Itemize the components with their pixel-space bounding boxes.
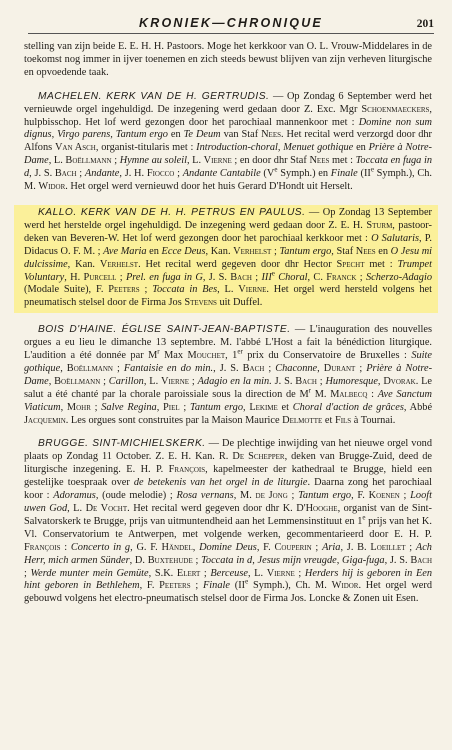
italic-text: Toccata en fuga in d <box>24 155 432 180</box>
italic-text: Werde munter mein Gemüte <box>30 567 149 579</box>
small-caps-name: Händel <box>161 541 193 553</box>
entry-brugge <box>24 438 432 606</box>
small-caps-name: Bach <box>295 375 317 387</box>
small-caps-name: De Vocht <box>85 503 128 514</box>
italic-text: Giga-fuga <box>342 554 385 566</box>
page-number: 201 <box>416 18 434 30</box>
small-caps-name: Fiocco <box>146 168 175 180</box>
small-caps-name: Verhelst <box>233 245 272 257</box>
small-caps-name: Loeillet <box>370 541 406 553</box>
italic-text: Choral <box>274 271 308 283</box>
small-caps-name: Vierne <box>238 284 267 296</box>
paragraph-text: BOIS D'HAINE. ÉGLISE SAINT-JEAN-BAPTISTE. — L'inauguration des nouvelles orgues a eu lieu le dimanche 13 septembre. M. l'abbé L'Host a fait la bénédiction liturgique. L'audition a été donnée par $M^r$ Max Mouchet, 1er prix du Conservatoire de Bruxelles : Suite gothique, Boëllmann ; Fantaisie en do min., J. S. Bach ; Chaconne, Durant ; Prière à Notre-Dame, Boëllmann ; Carillon, L. Vierne ; Adagio en la min. J. S. Bach ; Humoresque, Dvorak. Le salut a été chanté par la chorale paroissiale sous la direction de $M^r$ M. Malbecq : Ave Sanctum Viaticum, Mohr ; Salve Regina, Piel ; Tantum ergo, Lekime et Choral d'action de grâces, Abbé Jacquemin. Les orgues sont construites par la Maison Maurice Delmotte et Fils à Tournai. <box>24 324 433 426</box>
small-caps-name: Peeters <box>159 580 191 592</box>
small-caps-name: Nees <box>309 155 330 167</box>
italic-text: Prel. en fuga in G <box>125 271 203 283</box>
italic-text: Choral d'action de grâces <box>292 401 404 413</box>
italic-text: Tantum ergo <box>190 401 243 413</box>
italic-text: Toccata in d <box>201 554 253 566</box>
entry-heading: MACHELEN. KERK VAN DE H. GERTRUDIS. <box>38 90 270 102</box>
small-caps-name: Koenen <box>368 490 400 502</box>
italic-text: Concerto in g <box>70 541 131 553</box>
italic-text: III <box>261 271 272 283</box>
small-caps-name: Durant <box>323 362 356 374</box>
page-header <box>28 0 434 34</box>
italic-text: Finale <box>202 580 230 592</box>
small-caps-name: Bach <box>410 554 433 566</box>
entry-heading: BOIS D'HAINE. ÉGLISE SAINT-JEAN-BAPTISTE. <box>38 324 291 336</box>
small-caps-name: Schoenmaeckers <box>361 103 430 115</box>
italic-text: Tantum ergo <box>298 490 352 502</box>
small-caps-name: Widor <box>331 580 359 592</box>
small-caps-name: Purcell <box>83 271 117 283</box>
italic-text: Berceuse <box>210 567 248 579</box>
italic-text: Prière à Notre-Dame <box>24 362 433 387</box>
italic-text: Tantum ergo <box>279 245 332 257</box>
italic-text: Andante <box>84 168 120 180</box>
italic-text: Looft uwen God <box>24 490 432 514</box>
paragraph-text: KALLO. KERK VAN DE H. H. PETRUS EN PAULUS. — Op Zondag 13 September werd het herstelde orgel ingehuldigd. De inzegening werd gedaan door Z. E. H. Sturm, pastoor-deken van Beveren-W. Het lof werd gezongen door het parochiaal kerkkoor met : O Salutaris, P. Didacus O. F. M. ; Ave Maria en Ecce Deus, Kan. Verhelst ; Tantum ergo, Staf Nees en O Jesu mi dulcissime, Kan. Verhelst. Het recital werd gegeven door dhr Hector Specht met : Trumpet Voluntary, H. Purcell ; Prel. en fuga in G, J. S. Bach ; IIIe Choral, C. Franck ; Scherzo-Adagio (Modale Suite), F. Peeters ; Toccata in Bes, L. Vierne. Het orgel werd hersteld volgens het pneumatisch stelsel door de Firma Jos Stevens uit Duffel. <box>24 206 433 309</box>
italic-text: Chaconne <box>275 362 318 374</box>
italic-text: Trumpet Voluntary <box>24 258 433 283</box>
small-caps-name: Jacquemin <box>24 414 66 426</box>
entry-bois-d-haine <box>24 324 432 427</box>
small-caps-name: Widor <box>38 181 66 193</box>
small-caps-name: Bach <box>54 168 77 180</box>
italic-text: Rosa vernans <box>176 490 234 502</box>
small-caps-name: Vierne <box>160 375 190 387</box>
italic-text: de betekenis van het orgel in de liturgie <box>133 477 308 489</box>
small-caps-name: Delmotte <box>282 414 323 426</box>
italic-text: Toccata in Bes <box>152 284 218 296</box>
small-caps-name: Couperin <box>274 541 312 553</box>
small-caps-name: Boëllmann <box>66 362 113 374</box>
small-caps-name: Fils <box>334 414 352 426</box>
italic-text: Ach Herr, mich armen Sünder <box>24 541 432 566</box>
italic-text: Introduction-choral, Menuet gothique <box>196 142 354 154</box>
italic-text: Scherzo-Adagio <box>365 271 433 283</box>
italic-text: Prière à Notre-Dame <box>24 142 433 167</box>
superscript: er <box>237 347 243 356</box>
paragraph-0 <box>24 41 432 80</box>
italic-text: Aria <box>322 541 341 553</box>
small-caps-name: Stevens <box>184 297 217 309</box>
italic-text: O Salutaris <box>371 232 420 244</box>
entry-kallo-highlighted <box>14 205 438 313</box>
paragraph-text: stelling van zijn beide E. E. H. H. Pastoors. Moge het kerkkoor van O. L. Vrouw-Middelares in de toekomst nog immer in ijver toenemen en zich steeds bewust blijven van zijn verheven liturgische en opvoedende taak. <box>24 41 432 78</box>
superscript: e <box>271 269 275 278</box>
italic-text: Adoramus <box>53 490 96 502</box>
body-text <box>24 34 432 606</box>
small-caps-name: Sturm <box>366 219 393 231</box>
italic-text: Herders hij is geboren in Een hint geboren in Bethlehem <box>24 567 433 592</box>
small-caps-name: Dvorak <box>383 375 416 387</box>
entry-heading: BRUGGE. SINT-MICHIELSKERK. <box>38 438 206 450</box>
small-caps-name: Nees <box>355 245 376 257</box>
italic-text: Salve Regina <box>101 401 157 413</box>
small-caps-name: Bach <box>242 362 265 374</box>
small-caps-name: Franck <box>326 271 357 283</box>
entry-heading: KALLO. KERK VAN DE H. H. PETRUS EN PAULUS. <box>38 206 306 218</box>
small-caps-name: Piel <box>163 401 180 413</box>
small-caps-name: Vierne <box>266 567 295 579</box>
italic-text: Ave Maria <box>103 245 147 257</box>
small-caps-name: Malbecq <box>330 388 368 400</box>
small-caps-name: De Schepper <box>232 451 285 463</box>
italic-text: Te Deum <box>183 129 221 141</box>
italic-text: Hymne au soleil <box>119 155 187 167</box>
italic-text: O Jesu mi dulcissime <box>24 245 433 270</box>
small-caps-name: Van Asch <box>54 142 96 154</box>
italic-text: Humoresque <box>325 375 378 387</box>
italic-text: Adagio en la min. <box>197 375 272 387</box>
small-caps-name: François <box>168 464 206 476</box>
running-head: KRONIEK—CHRONIQUE <box>139 16 323 30</box>
italic-text: Jesus mijn vreugde <box>257 554 337 566</box>
italic-text: Finale <box>330 168 358 180</box>
paragraph-text: BRUGGE. SINT-MICHIELSKERK. — De plechtige inwijding van het nieuwe orgel vond plaats op Zondag 11 October. Z. E. H. Kan. R. De Schepper, deken van Brugge-Zuid, deed de liturgische inzegening. E. H. P. François, kapelmeester der kathedraal te Brugge, hield een gestelijke toespraak over de betekenis van het orgel in de liturgie. Daarna zong het parochiaal koor : Adoramus, (oude melodie) ; Rosa vernans, M. de Jong ; Tantum ergo, F. Koenen ; Looft uwen God, L. De Vocht. Het recital werd gegeven door dhr K. D'Hooghe, organist van de Sint-Salvatorskerk te Brugge, prijs van uitmuntendheid aan het Lemmensinstituut en 1e prijs van het K. Vl. Conservatorium te Antwerpen, met volgende werken, gecommentarieerd door E. H. P. François : Concerto in g, G. F. Händel, Domine Deus, F. Couperin ; Aria, J. B. Loeillet ; Ach Herr, mich armen Sünder, D. Buxtehude ; Toccata in d, Jesus mijn vreugde, Giga-fuga, J. S. Bach ; Werde munter mein Gemüte, S.K. Elert ; Berceuse, L. Vierne ; Herders hij is geboren in Een hint geboren in Bethlehem, F. Peeters ; Finale (IIe Symph.), Ch. M. Widor. Het orgel werd gebouwd volgens het electro-pneumatisch stelsel door de Firma Jos. Loncke & Zonen uit Esen. <box>24 438 433 605</box>
superscript: r <box>308 386 311 395</box>
small-caps-name: de Jong <box>255 490 288 502</box>
small-caps-name: Elert <box>176 567 201 579</box>
small-caps-name: Boëllmann <box>54 375 101 387</box>
italic-text: Fantaisie en do min. <box>123 362 214 374</box>
small-caps-name: François <box>24 541 61 553</box>
small-caps-name: Vierne <box>203 155 232 167</box>
small-caps-name: Lekime <box>249 401 278 413</box>
small-caps-name: Bach <box>230 271 252 283</box>
paragraph-text: MACHELEN. KERK VAN DE H. GERTRUDIS. — Op Zondag 6 September werd het vernieuwde orgel ingehuldigd. De inzegening werd gedaan door Z. Exc. Mgr Schoenmaeckers, hulpbisschop. Het lof werd gezongen door het parochiaal mannenkoor met : Domine non sum dignus, Virgo parens, Tantum ergo en Te Deum van Staf Nees. Het recital werd verzorgd door dhr Alfons Van Asch, organist-titularis met : Introduction-choral, Menuet gothique en Prière à Notre-Dame, L. Boëllmann ; Hymne au soleil, L. Vierne ; en door dhr Staf Nees met : Toccata en fuga in d, J. S. Bach ; Andante, J. H. Fiocco ; Andante Cantabile (Ve Symph.) en Finale (IIe Symph.), Ch. M. Widor. Het orgel werd vernieuwd door het huis Gerard D'Hondt uit Herselt. <box>24 90 433 193</box>
small-caps-name: Verhelst <box>99 258 139 270</box>
small-caps-name: Peeters <box>108 284 140 296</box>
small-caps-name: Specht <box>336 258 365 270</box>
small-caps-name: D'Hooghe <box>296 503 338 514</box>
small-caps-name: Boëllmann <box>65 155 112 167</box>
superscript: e <box>245 578 249 586</box>
italic-text: Domine Deus <box>199 541 257 553</box>
superscript: e <box>370 165 374 174</box>
superscript: r <box>157 347 160 356</box>
entry-machelen <box>24 91 432 194</box>
small-caps-name: Nees <box>261 129 281 141</box>
superscript: e <box>362 513 366 522</box>
small-caps-name: Buxtehude <box>147 554 193 566</box>
small-caps-name: Mohr <box>66 401 91 413</box>
superscript: e <box>274 165 278 174</box>
italic-text: Suite gothique <box>24 350 432 374</box>
italic-text: Andante Cantabile <box>182 168 261 180</box>
italic-text: Carillon <box>108 375 144 387</box>
italic-text: Ecce Deus <box>161 245 206 257</box>
italic-text: Ave Sanctum Viaticum <box>24 388 432 413</box>
italic-text: Domine non sum dignus, Virgo parens, Tantum ergo <box>24 116 432 141</box>
small-caps-name: Mouchet <box>187 350 226 362</box>
